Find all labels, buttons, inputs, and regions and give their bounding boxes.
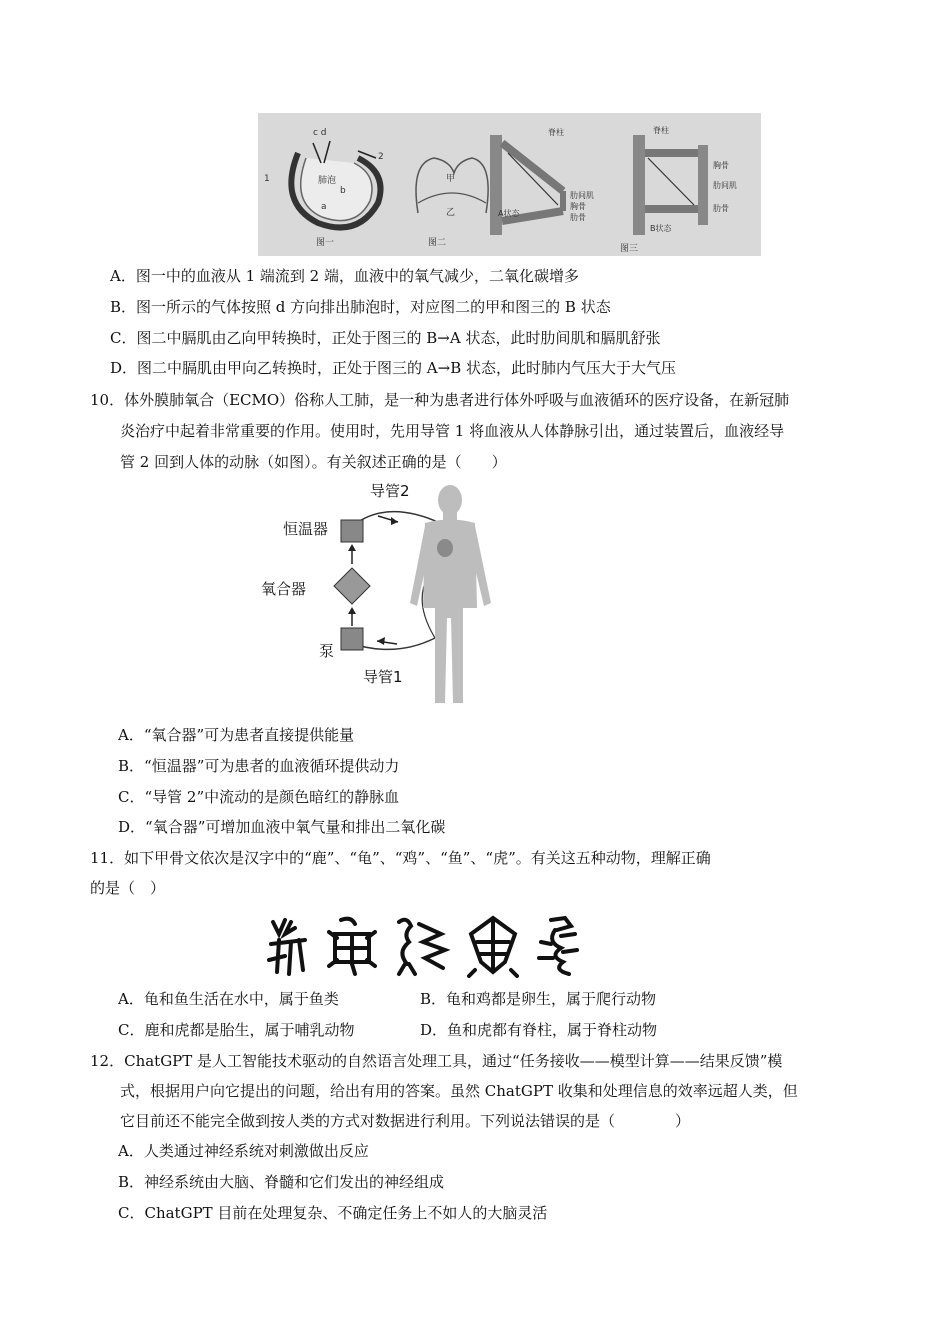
thermostat-label: 恒温器 [283,520,329,538]
q10-stem-line3: 管 2 回到人体的动脉（如图）。有关叙述正确的是（ ） [120,453,507,471]
heart-shape [437,539,453,557]
label-yi: 乙 [446,208,456,218]
chicken-glyph [399,920,445,974]
label-rib-a: 肋骨 [570,213,586,222]
spine-a [490,135,502,235]
fig1-caption: 图一 [316,238,335,248]
label-c-d: c d [313,128,327,138]
turtle-glyph [329,919,375,974]
label-jia: 甲 [446,174,456,184]
pump-label: 泵 [319,642,335,660]
fig3-caption: 图三 [620,244,639,254]
label-spine-a: 脊柱 [548,128,564,137]
label-a: a [321,202,327,212]
label-b: b [340,186,346,196]
tiger-glyph [539,918,577,974]
q10-option-c: C．“导管 2”中流动的是颜色暗红的静脉血 [118,788,400,806]
q12-option-c: C．ChatGPT 目前在处理复杂、不确定任务上不如人的大脑灵活 [118,1204,548,1222]
alveolus-shape [301,158,372,221]
q9-option-c: C．图二中膈肌由乙向甲转换时，正处于图三的 B→A 状态，此时肋间肌和膈肌舒张 [110,329,661,347]
q10-stem-line1: 10．体外膜肺氧合（ECMO）俗称人工肺，是一种为患者进行体外呼吸与血液循环的医疗设备，在新冠肺 [90,391,790,409]
q12-stem-line3: 它目前还不能完全做到按人类的方式对数据进行利用。下列说法错误的是（ ） [120,1112,691,1130]
label-sternum-b: 胸骨 [713,161,729,170]
q11-stem-line1: 11．如下甲骨文依次是汉字中的“鹿”、“龟”、“鸡”、“鱼”、“虎”。有关这五种动物，理解正确 [90,849,711,867]
fish-glyph [469,918,517,976]
tube-1-label: 导管1 [363,668,403,686]
spine-b [633,135,645,235]
fig2-caption: 图二 [428,238,447,248]
label-b-state: B状态 [650,224,672,233]
q11-option-d: D．鱼和虎都有脊柱，属于脊柱动物 [420,1021,658,1039]
label-sternum-a: 胸骨 [570,202,586,211]
q11-stem-line2: 的是（ ） [90,879,166,897]
deer-glyph [269,920,305,974]
q10-stem-line2: 炎治疗中起着非常重要的作用。使用时，先用导管 1 将血液从人体静脉引出，通过装置后，血液经导 [120,422,785,440]
label-1: 1 [264,174,270,184]
label-intercostal-b: 肋间肌 [713,181,737,190]
q9-option-a: A．图一中的血液从 1 端流到 2 端，血液中的氧气减少，二氧化碳增多 [110,267,579,285]
q12-option-b: B．神经系统由大脑、脊髓和它们发出的神经组成 [118,1173,445,1191]
respiration-diagrams [258,113,761,256]
oxygenator-box [334,568,370,604]
oracle-glyphs [265,912,585,978]
oracle-bone-characters [265,912,585,978]
q10-ecmo-figure [255,478,500,714]
alveolus-label: 肺泡 [318,176,337,186]
q10-option-a: A．“氧合器”可为患者直接提供能量 [118,726,355,744]
q10-option-b: B．“恒温器”可为患者的血液循环提供动力 [118,757,400,775]
q12-stem-line1: 12．ChatGPT 是人工智能技术驱动的自然语言处理工具，通过“任务接收——模型计算——结果反馈”模 [90,1052,783,1070]
q11-option-a: A．龟和鱼生活在水中，属于鱼类 [118,990,339,1008]
q9-option-b: B．图一所示的气体按照 d 方向排出肺泡时，对应图二的甲和图三的 B 状态 [110,298,611,316]
thermostat-box [341,520,363,542]
label-2: 2 [378,152,384,162]
q9-figure [258,113,761,256]
q12-stem-line2: 式，根据用户向它提出的问题，给出有用的答案。虽然 ChatGPT 收集和处理信息的效率远超人类，但 [120,1082,798,1100]
label-intercostal-a: 肋间肌 [570,191,594,200]
sternum-b [698,145,708,225]
q12-option-a: A．人类通过神经系统对刺激做出反应 [118,1142,369,1160]
tube-2-label: 导管2 [370,482,410,500]
q11-option-c: C．鹿和虎都是胎生，属于哺乳动物 [118,1021,355,1039]
oxygenator-label: 氧合器 [261,580,307,598]
q9-option-d: D．图二中膈肌由甲向乙转换时，正处于图三的 A→B 状态，此时肺内气压大于大气压 [110,359,676,377]
q10-option-d: D．“氧合器”可增加血液中氧气量和排出二氧化碳 [118,818,446,836]
label-rib-b: 肋骨 [713,204,729,213]
ecmo-diagram [255,478,500,714]
label-a-state: A状态 [498,209,520,218]
q11-option-b: B．龟和鸡都是卵生，属于爬行动物 [420,990,657,1008]
label-spine-b: 脊柱 [653,126,669,135]
pump-box [341,628,363,650]
